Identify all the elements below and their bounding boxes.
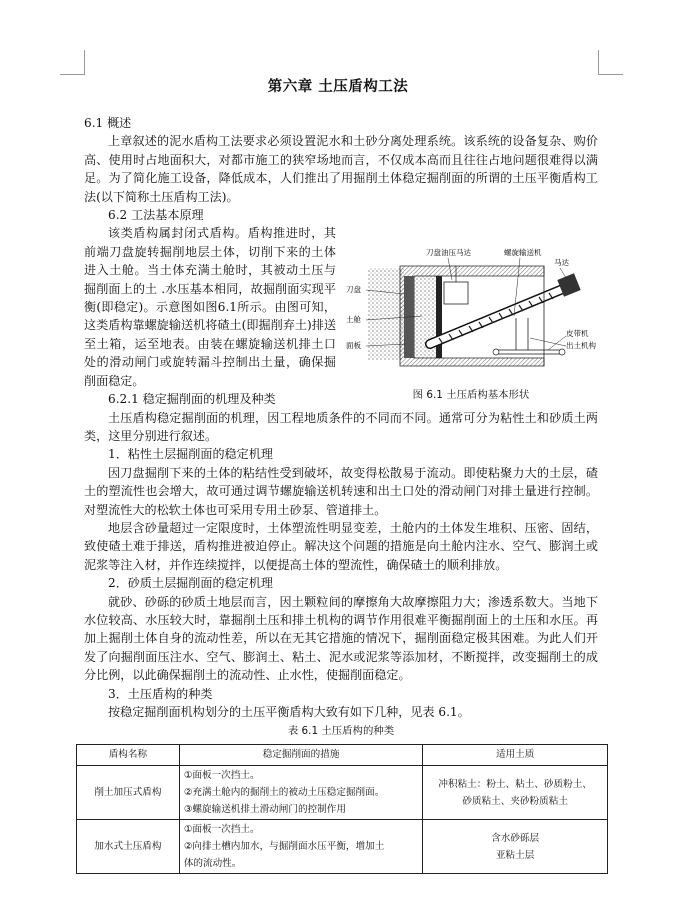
label-screw: 螺旋输送机	[504, 248, 542, 258]
label-face-plate: 面板	[346, 341, 361, 351]
soil-line: 亚粘土层	[495, 849, 535, 861]
measure-line: ①面板一次挡土。	[183, 824, 260, 836]
paragraph-overview: 上章叙述的泥水盾构工法要求必须设置泥水和土砂分离处理系统。该系统的设备复杂、购价高、使用时占地面积大，对都市施工的狭窄场地而言，不仅成本高而且往往占地问题很难得以满足。为了简化施工设备，降低成本，人们推出了用掘削土体稳定掘削面的所谓的土压平衡盾构工法(以下简称土压盾构工法)。	[84, 134, 598, 204]
cutter-motor-box	[444, 282, 468, 304]
table-header: 盾构名称	[77, 744, 180, 765]
label-outlet: 出土机构	[566, 341, 596, 351]
chapter-title: 第六章 土压盾构工法	[267, 79, 409, 95]
subheading-types: 3．土压盾构的种类	[108, 686, 213, 701]
soil-line: 含水砂砾层	[491, 832, 540, 844]
subheading-sand: 2．砂质土层掘削面的稳定机理	[108, 576, 273, 591]
subheading-clay: 1．粘性土层掘削面的稳定机理	[108, 447, 273, 462]
label-belt: 皮带机	[566, 329, 589, 339]
table-cell-measures	[179, 766, 423, 820]
label-chamber: 土舱	[346, 315, 361, 325]
figure-caption: 图 6.1 土压盾构基本形状	[412, 389, 530, 402]
table-header: 稳定掘削面的措施	[179, 744, 423, 765]
crop-mark-top-right-v	[598, 50, 599, 75]
screw-conveyor	[430, 286, 570, 344]
soil-region	[368, 268, 404, 360]
measure-line: ②充满土舱内的掘削土的被动土压稳定掘削面。	[183, 787, 385, 799]
table-header: 适用土质	[423, 744, 608, 765]
crop-mark-top-left-v	[84, 50, 85, 75]
measure-line: ③螺旋输送机排土滑动闸门的控制作用	[183, 804, 346, 816]
paragraph-sand: 就砂、砂砾的砂质土地层而言，因土颗粒间的摩擦角大故摩擦阻力大；渗透系数大。当地下水位较高、水压较大时，靠掘削土压和排土机构的调节作用很难平衡掘削面上的土压和水压。再加上掘削土体自身的流动性差，所以在无其它措施的情况下，掘削面稳定极其困难。为此人们开发了向掘削面压注水、空气、膨润土、粘土、泥水或泥浆等添加材，不断搅拌，改变掘削土的成分比例，以此确保掘削土的流动性、止水性，使掘削面稳定。	[84, 594, 598, 683]
measure-line: ②向排土槽内加水，与掘削面水压平衡，增加土	[183, 841, 385, 853]
table-cell-soil	[423, 820, 608, 874]
document-body	[84, 114, 598, 874]
table-cell-name: 削土加压式盾构	[77, 766, 180, 820]
table-cell-name: 加水式土压盾构	[77, 820, 180, 874]
section-heading-6-2-1: 6.2.1 稳定掘削面的机理及种类	[108, 392, 276, 407]
label-motor: 马达	[554, 258, 569, 268]
table-cell-measures	[179, 820, 423, 874]
table-caption: 表 6.1 土压盾构的种类	[287, 725, 395, 738]
section-heading-6-2: 6.2 工法基本原理	[108, 208, 204, 223]
paragraph-clay-2: 地层含砂量超过一定限度时，土体塑流性明显变差，土舱内的土体发生堆积、压密、固结，致使碴土难于排送，盾构推进被迫停止。解决这个问题的措施是向土舱内注水、空气、膨润土或泥浆等注入材，并作连续搅拌，以便提高土体的塑流性，确保碴土的顺利排放。	[84, 520, 598, 572]
measure-line: ①面板一次挡土。	[183, 770, 260, 782]
table-cell-soil	[423, 766, 608, 820]
label-cutter-motor: 刀盘油压马达	[426, 248, 471, 258]
table-row	[77, 820, 608, 874]
paragraph-principle: 该类盾构属封闭式盾构。盾构推进时，其前端刀盘旋转掘削地层土体，切削下来的土体进入土舱。当土体充满土舱时，其被动土压与掘削面上的土 .水压基本相同，故掘削面实现平衡(即稳定)。示意图如图6.1所示。由图可知，这类盾构靠螺旋输送机将碴土(即掘削弃土)排送至土箱，运至地表。由装在螺旋输送机排土口处的滑动闸门或旋转漏斗控制出土量，确保掘削面稳定。	[84, 226, 336, 388]
soil-line: 砂质粘土、夹砂粉质粘土	[462, 795, 568, 807]
paragraph-types: 按稳定掘削面机构划分的土压平衡盾构大致有如下几种，见表 6.1。	[108, 705, 470, 719]
measure-line: 体的流动性。	[183, 858, 242, 870]
soil-line: 冲积粘土：粉土、粘土、砂质粉土、	[438, 778, 592, 790]
section-heading-6-1: 6.1 概述	[84, 116, 132, 130]
shield-diagram	[344, 246, 598, 378]
label-cutter: 刀盘	[346, 285, 361, 295]
belt-conveyor	[494, 350, 564, 354]
table-header-row	[77, 744, 608, 765]
paragraph-mechanism: 土压盾构稳定掘削面的机理，因工程地质条件的不同而不同。通常可分为粘性土和砂质土两类，这里分别进行叙述。	[84, 410, 598, 443]
figure-6-1	[344, 246, 598, 404]
shield-types-table	[76, 744, 608, 874]
table-row	[77, 766, 608, 820]
paragraph-clay-1: 因刀盘掘削下来的土体的粘结性受到破坏，故变得松散易于流动。即使粘聚力大的土层，碴土的塑流性也会增大，故可通过调节螺旋输送机转速和出土口处的滑动闸门对排土量进行控制。对塑流性大的松软土体也可采用专用土砂泵、管道排土。	[84, 465, 598, 517]
